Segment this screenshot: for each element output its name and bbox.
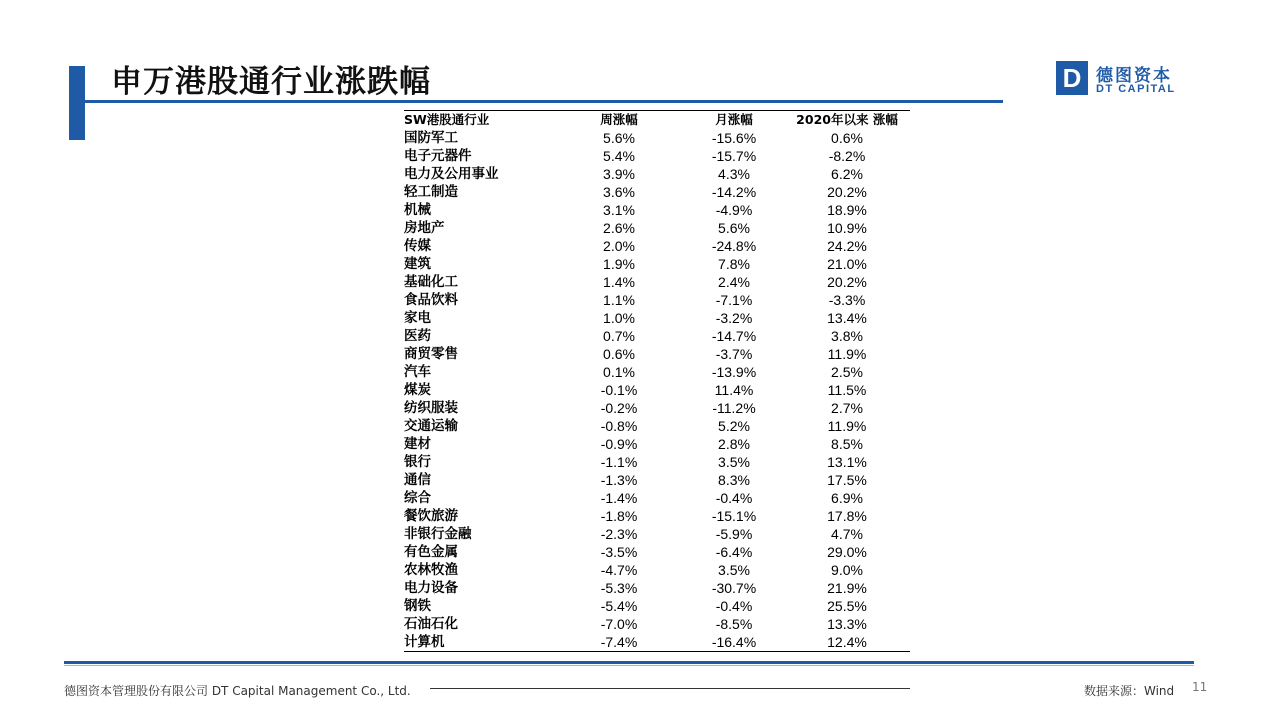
cell-weekly-change: -0.1%	[600, 382, 638, 398]
table-row	[404, 543, 910, 561]
cell-ytd-change: 9.0%	[831, 562, 863, 578]
table-row	[404, 399, 910, 417]
cell-industry: 建材	[404, 436, 431, 452]
industry-performance-table	[404, 110, 910, 652]
cell-weekly-change: -1.4%	[600, 490, 638, 506]
cell-ytd-change: 13.1%	[827, 454, 867, 470]
page-title: 申万港股通行业涨跌幅	[111, 64, 431, 100]
cell-ytd-change: 17.8%	[827, 508, 867, 524]
cell-weekly-change: 0.1%	[603, 364, 635, 380]
cell-monthly-change: -5.9%	[715, 526, 753, 542]
cell-industry: 餐饮旅游	[404, 508, 458, 524]
cell-weekly-change: 1.0%	[603, 310, 635, 326]
header-industry: SW港股通行业	[404, 111, 554, 130]
cell-weekly-change: 3.9%	[603, 166, 635, 182]
cell-industry: 机械	[404, 202, 431, 218]
cell-monthly-change: 8.3%	[718, 472, 750, 488]
table-row	[404, 201, 910, 219]
cell-monthly-change: -24.8%	[711, 238, 757, 254]
cell-monthly-change: -11.2%	[712, 400, 756, 416]
table-row	[404, 615, 910, 633]
cell-ytd-change: 13.3%	[827, 616, 867, 632]
table-row	[404, 597, 910, 615]
company-logo	[1056, 61, 1196, 97]
cell-industry: 电子元器件	[404, 148, 472, 164]
table-row	[404, 633, 910, 652]
cell-industry: 农林牧渔	[404, 562, 458, 578]
cell-monthly-change: -7.1%	[715, 292, 753, 308]
cell-weekly-change: -0.9%	[600, 436, 638, 452]
footer-rule	[64, 661, 1194, 664]
cell-monthly-change: 5.6%	[718, 220, 750, 236]
cell-ytd-change: -8.2%	[828, 148, 866, 164]
cell-industry: 医药	[404, 328, 431, 344]
cell-industry: 家电	[404, 310, 431, 326]
table-row	[404, 309, 910, 327]
cell-ytd-change: 21.9%	[827, 580, 867, 596]
cell-weekly-change: -1.1%	[600, 454, 638, 470]
header-ytd-change: 2020年以来 涨幅	[784, 111, 910, 130]
cell-monthly-change: -0.4%	[715, 598, 753, 614]
logo-en-text: DT CAPITAL	[1096, 83, 1176, 95]
table-row	[404, 237, 910, 255]
cell-industry: 房地产	[404, 220, 445, 236]
cell-weekly-change: -2.3%	[600, 526, 638, 542]
cell-weekly-change: -7.4%	[554, 633, 684, 652]
cell-industry: 综合	[404, 490, 431, 506]
cell-weekly-change: 1.9%	[603, 256, 635, 272]
table-body	[404, 129, 910, 652]
cell-industry: 钢铁	[404, 598, 431, 614]
cell-industry: 汽车	[404, 364, 431, 380]
cell-monthly-change: -14.2%	[711, 184, 757, 200]
cell-industry: 银行	[404, 454, 431, 470]
cell-monthly-change: -4.9%	[715, 202, 753, 218]
cell-weekly-change: -5.4%	[600, 598, 638, 614]
cell-industry: 计算机	[404, 633, 554, 652]
footer-divider	[430, 688, 910, 689]
cell-monthly-change: -8.5%	[715, 616, 753, 632]
cell-monthly-change: -3.2%	[715, 310, 753, 326]
header-monthly-change: 月涨幅	[684, 111, 784, 130]
cell-industry: 食品饮料	[404, 292, 458, 308]
cell-ytd-change: -3.3%	[828, 292, 866, 308]
footer-rule-thin	[64, 665, 1194, 666]
header-weekly-change: 周涨幅	[554, 111, 684, 130]
cell-monthly-change: 4.3%	[718, 166, 750, 182]
footer-data-source: 数据来源：Wind	[1084, 684, 1175, 698]
table-row	[404, 417, 910, 435]
cell-industry: 交通运输	[404, 418, 458, 434]
cell-ytd-change: 24.2%	[827, 238, 867, 254]
table-row	[404, 507, 910, 525]
cell-ytd-change: 4.7%	[831, 526, 863, 542]
table-row	[404, 183, 910, 201]
cell-ytd-change: 6.9%	[831, 490, 863, 506]
cell-monthly-change: 7.8%	[718, 256, 750, 272]
cell-monthly-change: 2.8%	[718, 436, 750, 452]
table-row	[404, 453, 910, 471]
cell-industry: 电力及公用事业	[404, 166, 499, 182]
cell-monthly-change: -15.7%	[711, 148, 757, 164]
cell-ytd-change: 11.9%	[827, 418, 867, 434]
cell-monthly-change: -14.7%	[711, 328, 757, 344]
table-row	[404, 129, 910, 147]
cell-monthly-change: -30.7%	[711, 580, 757, 596]
cell-weekly-change: 5.6%	[603, 130, 635, 146]
table-row	[404, 147, 910, 165]
cell-industry: 有色金属	[404, 544, 458, 560]
cell-weekly-change: 5.4%	[603, 148, 635, 164]
cell-ytd-change: 12.4%	[784, 633, 910, 652]
title-underline	[85, 100, 1003, 103]
table-row	[404, 273, 910, 291]
cell-industry: 石油石化	[404, 616, 458, 632]
cell-monthly-change: -0.4%	[715, 490, 753, 506]
cell-ytd-change: 3.8%	[831, 328, 863, 344]
table-row	[404, 435, 910, 453]
cell-weekly-change: 0.6%	[603, 346, 635, 362]
logo-cn-text: 德图资本	[1096, 66, 1172, 86]
table-row	[404, 327, 910, 345]
cell-weekly-change: -5.3%	[600, 580, 638, 596]
cell-monthly-change: 11.4%	[714, 382, 754, 398]
cell-industry: 轻工制造	[404, 184, 458, 200]
cell-ytd-change: 25.5%	[827, 598, 867, 614]
cell-ytd-change: 13.4%	[827, 310, 867, 326]
cell-ytd-change: 29.0%	[827, 544, 867, 560]
cell-ytd-change: 17.5%	[827, 472, 867, 488]
cell-weekly-change: -0.2%	[600, 400, 638, 416]
cell-weekly-change: -1.8%	[600, 508, 638, 524]
cell-weekly-change: 3.1%	[603, 202, 635, 218]
table-header-row	[404, 111, 910, 130]
page-number: 11	[1192, 680, 1208, 694]
cell-weekly-change: 0.7%	[603, 328, 635, 344]
cell-ytd-change: 20.2%	[827, 274, 867, 290]
cell-ytd-change: 11.5%	[827, 382, 867, 398]
cell-monthly-change: 5.2%	[718, 418, 750, 434]
cell-monthly-change: -13.9%	[711, 364, 757, 380]
cell-ytd-change: 18.9%	[827, 202, 867, 218]
cell-industry: 煤炭	[404, 382, 431, 398]
cell-monthly-change: -15.6%	[711, 130, 757, 146]
cell-monthly-change: 3.5%	[718, 454, 750, 470]
cell-weekly-change: 2.6%	[603, 220, 635, 236]
cell-ytd-change: 10.9%	[827, 220, 867, 236]
footer-company-name: 德图资本管理股份有限公司 DT Capital Management Co., Ltd.	[64, 684, 411, 698]
table-row	[404, 363, 910, 381]
table-row	[404, 255, 910, 273]
cell-monthly-change: -6.4%	[715, 544, 753, 560]
cell-weekly-change: 1.1%	[603, 292, 635, 308]
cell-weekly-change: -0.8%	[600, 418, 638, 434]
logo-mark-icon: D	[1056, 61, 1088, 95]
cell-industry: 商贸零售	[404, 346, 458, 362]
cell-industry: 电力设备	[404, 580, 458, 596]
table-row	[404, 579, 910, 597]
cell-weekly-change: -7.0%	[600, 616, 638, 632]
cell-industry: 非银行金融	[404, 526, 472, 542]
cell-industry: 传媒	[404, 238, 431, 254]
cell-monthly-change: -15.1%	[711, 508, 757, 524]
cell-ytd-change: 20.2%	[827, 184, 867, 200]
cell-industry: 纺织服装	[404, 400, 458, 416]
cell-ytd-change: 8.5%	[831, 436, 863, 452]
table-row	[404, 471, 910, 489]
cell-ytd-change: 6.2%	[831, 166, 863, 182]
table-row	[404, 561, 910, 579]
cell-ytd-change: 11.9%	[827, 346, 867, 362]
cell-weekly-change: 1.4%	[603, 274, 635, 290]
cell-ytd-change: 21.0%	[827, 256, 867, 272]
table-row	[404, 165, 910, 183]
title-accent-bar	[69, 66, 85, 140]
table-row	[404, 291, 910, 309]
cell-ytd-change: 2.7%	[831, 400, 863, 416]
cell-industry: 国防军工	[404, 130, 458, 146]
cell-ytd-change: 2.5%	[831, 364, 863, 380]
cell-industry: 通信	[404, 472, 431, 488]
cell-industry: 建筑	[404, 256, 431, 272]
table-row	[404, 219, 910, 237]
cell-weekly-change: 2.0%	[603, 238, 635, 254]
cell-monthly-change: -3.7%	[715, 346, 753, 362]
cell-monthly-change: 2.4%	[718, 274, 750, 290]
cell-weekly-change: 3.6%	[603, 184, 635, 200]
cell-weekly-change: -4.7%	[600, 562, 638, 578]
cell-monthly-change: 3.5%	[718, 562, 750, 578]
cell-weekly-change: -3.5%	[600, 544, 638, 560]
cell-monthly-change: -16.4%	[684, 633, 784, 652]
table-row	[404, 345, 910, 363]
table-row	[404, 489, 910, 507]
table-row	[404, 381, 910, 399]
cell-ytd-change: 0.6%	[831, 130, 863, 146]
cell-industry: 基础化工	[404, 274, 458, 290]
table-row	[404, 525, 910, 543]
cell-weekly-change: -1.3%	[600, 472, 638, 488]
